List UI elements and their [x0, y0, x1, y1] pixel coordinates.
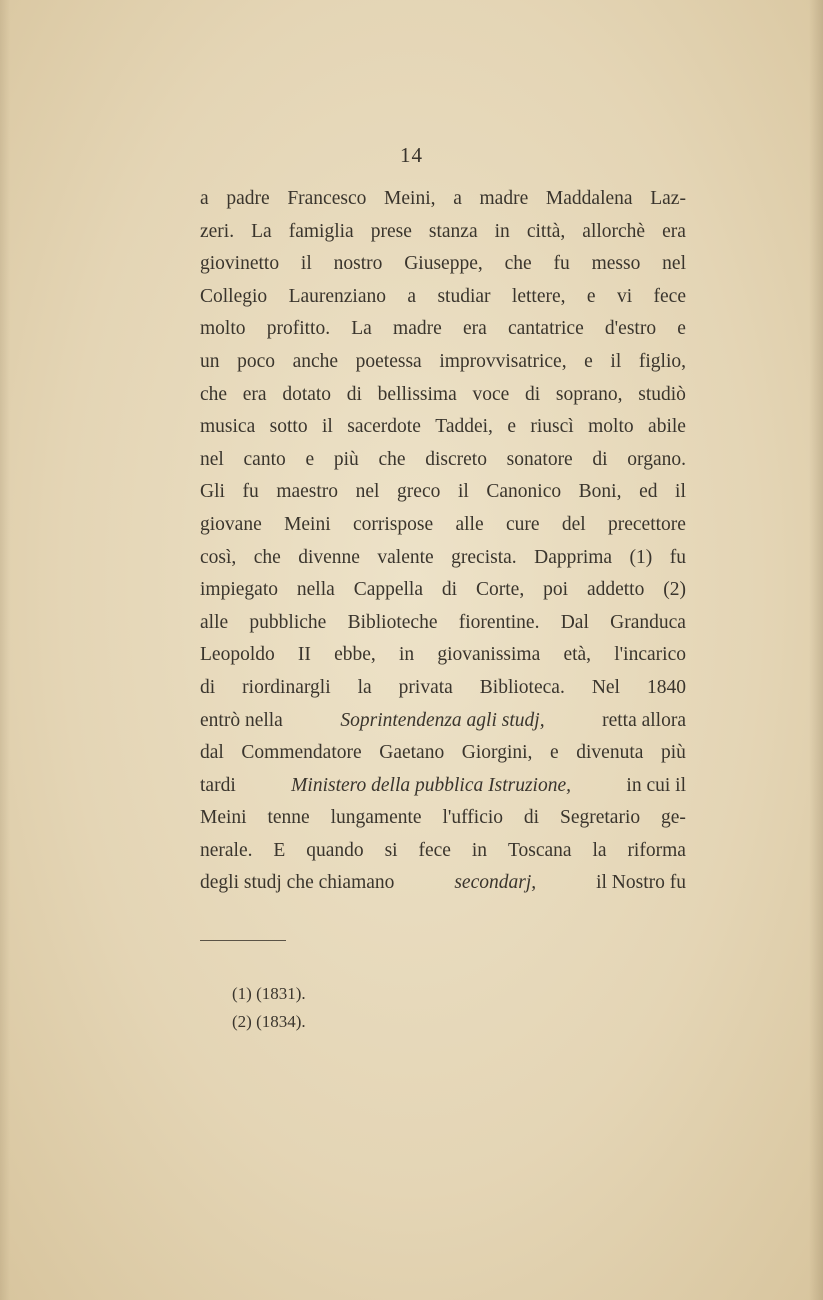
- word: del: [561, 513, 586, 535]
- word: II: [297, 644, 311, 666]
- text-line: [200, 737, 686, 770]
- word: l'incarico: [614, 644, 686, 666]
- word: di: [525, 383, 541, 405]
- italic-title: Soprintendenza agli studj,: [340, 709, 545, 731]
- word: e: [507, 416, 516, 438]
- word: alle: [200, 611, 229, 633]
- word: più: [661, 742, 686, 764]
- word: Maddalena: [545, 188, 633, 209]
- word: Nel: [591, 676, 620, 698]
- word: valente: [377, 546, 434, 568]
- word: fiorentine.: [458, 611, 540, 633]
- word: Corte,: [476, 579, 525, 601]
- word: era: [462, 318, 487, 340]
- word: riordinargli: [242, 676, 331, 698]
- word: Dal: [560, 611, 589, 633]
- word: lungamente: [330, 807, 422, 829]
- word: poi: [543, 579, 569, 601]
- word: il: [610, 350, 622, 372]
- word: fu: [553, 253, 570, 275]
- page-number: 14: [400, 143, 423, 167]
- text-span: in cui il: [626, 774, 686, 796]
- word: improvvisatrice,: [439, 350, 567, 372]
- word: organo.: [627, 448, 686, 470]
- word: dal: [200, 742, 224, 764]
- word: Giuseppe,: [404, 253, 483, 275]
- word: madre: [393, 318, 442, 340]
- text-span: il Nostro fu: [596, 872, 686, 894]
- word: studiar: [437, 285, 491, 307]
- word: molto: [200, 318, 246, 340]
- word: Cappella: [353, 579, 424, 601]
- word: in: [398, 644, 415, 666]
- word: la: [592, 839, 607, 861]
- word: dotato: [282, 383, 332, 405]
- word: riuscì: [530, 416, 574, 438]
- word: nel: [200, 448, 224, 470]
- word: il: [675, 481, 686, 503]
- word: di: [523, 807, 540, 829]
- word: giovanissima: [437, 644, 541, 666]
- word: lettere,: [511, 285, 566, 307]
- word: che: [504, 253, 532, 275]
- text-line: [200, 411, 686, 444]
- word: sonatore: [506, 448, 573, 470]
- text-span: tardi: [200, 774, 236, 796]
- text-line: [200, 672, 686, 705]
- page-edge-right: [809, 0, 823, 1300]
- word: abile: [648, 416, 686, 438]
- word: 1840: [646, 676, 686, 698]
- word: più: [333, 448, 359, 470]
- word: riforma: [627, 839, 686, 861]
- word: zeri.: [200, 220, 235, 242]
- word: che: [253, 546, 281, 568]
- word: ebbe,: [334, 644, 376, 666]
- word: Biblioteche: [347, 611, 438, 633]
- word: cure: [505, 513, 540, 535]
- word: e: [550, 742, 559, 764]
- text-line: [200, 574, 686, 607]
- word: Commendatore: [241, 742, 362, 764]
- word: (1): [629, 546, 653, 568]
- word: alle: [455, 513, 484, 535]
- footnotes: [232, 980, 306, 1036]
- word: fece: [653, 285, 686, 307]
- word: in: [471, 839, 488, 861]
- word: soprano,: [555, 383, 623, 405]
- word: La: [251, 220, 272, 242]
- text-line: [200, 476, 686, 509]
- word: e: [677, 318, 686, 340]
- word: l'ufficio: [442, 807, 504, 829]
- text-line: [200, 509, 686, 542]
- word: sacerdote: [347, 416, 421, 438]
- word: ge-: [661, 807, 686, 829]
- word: Canonico: [486, 481, 562, 503]
- word: in: [494, 220, 510, 242]
- text-line-mixed: [200, 705, 686, 738]
- word: Granduca: [610, 611, 686, 633]
- word: E: [273, 839, 286, 861]
- word: molto: [588, 416, 634, 438]
- word: bellissima: [377, 383, 457, 405]
- word: era: [242, 383, 267, 405]
- word: Giorgini,: [461, 742, 533, 764]
- word: prese: [370, 220, 412, 242]
- text-line-mixed: [200, 867, 686, 900]
- word: Gli: [200, 481, 225, 503]
- text-line-mixed: [200, 770, 686, 803]
- word: musica: [200, 416, 256, 438]
- word: cantatrice: [507, 318, 584, 340]
- text-line: [200, 444, 686, 477]
- body-text: [200, 183, 686, 900]
- word: si: [384, 839, 398, 861]
- text-line: [200, 216, 686, 249]
- word: di: [441, 579, 458, 601]
- word: così,: [200, 546, 237, 568]
- footnote: (1) (1831).: [232, 984, 306, 1003]
- word: il: [457, 481, 469, 503]
- word: fu: [669, 546, 686, 568]
- word: precettore: [608, 513, 686, 535]
- word: il: [321, 416, 333, 438]
- word: e: [586, 285, 596, 307]
- word: di: [346, 383, 362, 405]
- word: che: [200, 383, 228, 405]
- word: era: [662, 220, 686, 242]
- word: figlio,: [638, 350, 686, 372]
- word: Gaetano: [379, 742, 445, 764]
- word: Leopoldo: [200, 644, 275, 666]
- word: Biblioteca.: [479, 676, 565, 698]
- word: grecista.: [451, 546, 517, 568]
- page-edge-left: [0, 0, 10, 1300]
- word: addetto: [586, 579, 645, 601]
- word: a: [407, 285, 417, 307]
- word: giovane: [200, 513, 262, 535]
- text-line: [200, 607, 686, 640]
- word: Francesco: [287, 188, 367, 209]
- text-line: [200, 802, 686, 835]
- text-line: [200, 183, 686, 216]
- word: e: [305, 448, 315, 470]
- word: Segretario: [559, 807, 641, 829]
- text-line: [200, 346, 686, 379]
- italic-title: Ministero della pubblica Istruzione,: [291, 774, 571, 796]
- text-span: retta allora: [602, 709, 686, 731]
- text-line: [200, 639, 686, 672]
- word: che: [378, 448, 406, 470]
- word: nostro: [333, 253, 383, 275]
- word: greco: [397, 481, 441, 503]
- word: nel: [662, 253, 686, 275]
- text-span: entrò nella: [200, 709, 283, 731]
- word: poetessa: [355, 350, 422, 372]
- word: (2): [663, 579, 686, 601]
- word: nerale.: [200, 839, 253, 861]
- footnote: (2) (1834).: [232, 1012, 306, 1031]
- word: età,: [563, 644, 592, 666]
- word: maestro: [276, 481, 339, 503]
- word: canto: [243, 448, 286, 470]
- word: madre: [479, 188, 529, 209]
- word: Taddei,: [435, 416, 493, 438]
- word: vi: [616, 285, 633, 307]
- text-line: [200, 542, 686, 575]
- word: di: [592, 448, 608, 470]
- word: Collegio: [200, 285, 268, 307]
- text-line: [200, 248, 686, 281]
- word: quando: [306, 839, 364, 861]
- word: padre: [226, 188, 270, 209]
- word: Toscana: [507, 839, 572, 861]
- word: e: [584, 350, 593, 372]
- word: ed: [639, 481, 658, 503]
- word: fece: [418, 839, 451, 861]
- text-line: [200, 379, 686, 412]
- word: tenne: [267, 807, 310, 829]
- word: di: [200, 676, 216, 698]
- word: La: [351, 318, 372, 340]
- word: a: [453, 188, 462, 209]
- word: Meini: [200, 807, 247, 829]
- text-line: [200, 313, 686, 346]
- text-line: [200, 281, 686, 314]
- word: pubbliche: [249, 611, 327, 633]
- word: Meini: [284, 513, 331, 535]
- word: nella: [296, 579, 335, 601]
- word: Meini,: [384, 188, 436, 209]
- word: nel: [355, 481, 380, 503]
- word: anche: [292, 350, 339, 372]
- italic-term: secondarj,: [454, 872, 537, 894]
- word: allorchè: [582, 220, 646, 242]
- word: Laz-: [650, 188, 686, 209]
- word: stanza: [428, 220, 478, 242]
- word: la: [357, 676, 372, 698]
- word: voce: [472, 383, 510, 405]
- word: fu: [242, 481, 259, 503]
- word: studiò: [638, 383, 686, 405]
- word: profitto.: [266, 318, 331, 340]
- word: il: [300, 253, 312, 275]
- word: divenuta: [576, 742, 644, 764]
- word: sotto: [269, 416, 308, 438]
- word: divenne: [298, 546, 360, 568]
- text-line: [200, 835, 686, 868]
- word: discreto: [425, 448, 487, 470]
- word: città,: [526, 220, 566, 242]
- word: Boni,: [578, 481, 622, 503]
- word: d'estro: [604, 318, 657, 340]
- word: Laurenziano: [288, 285, 387, 307]
- word: privata: [398, 676, 453, 698]
- word: poco: [237, 350, 275, 372]
- text-span: degli studj che chiamano: [200, 872, 395, 894]
- word: messo: [591, 253, 641, 275]
- word: giovinetto: [200, 253, 280, 275]
- word: corrispose: [352, 513, 434, 535]
- word: famiglia: [288, 220, 354, 242]
- footnote-rule: [200, 940, 286, 941]
- word: a: [200, 188, 209, 209]
- word: impiegato: [200, 579, 278, 601]
- word: Dapprima: [534, 546, 613, 568]
- word: un: [200, 350, 220, 372]
